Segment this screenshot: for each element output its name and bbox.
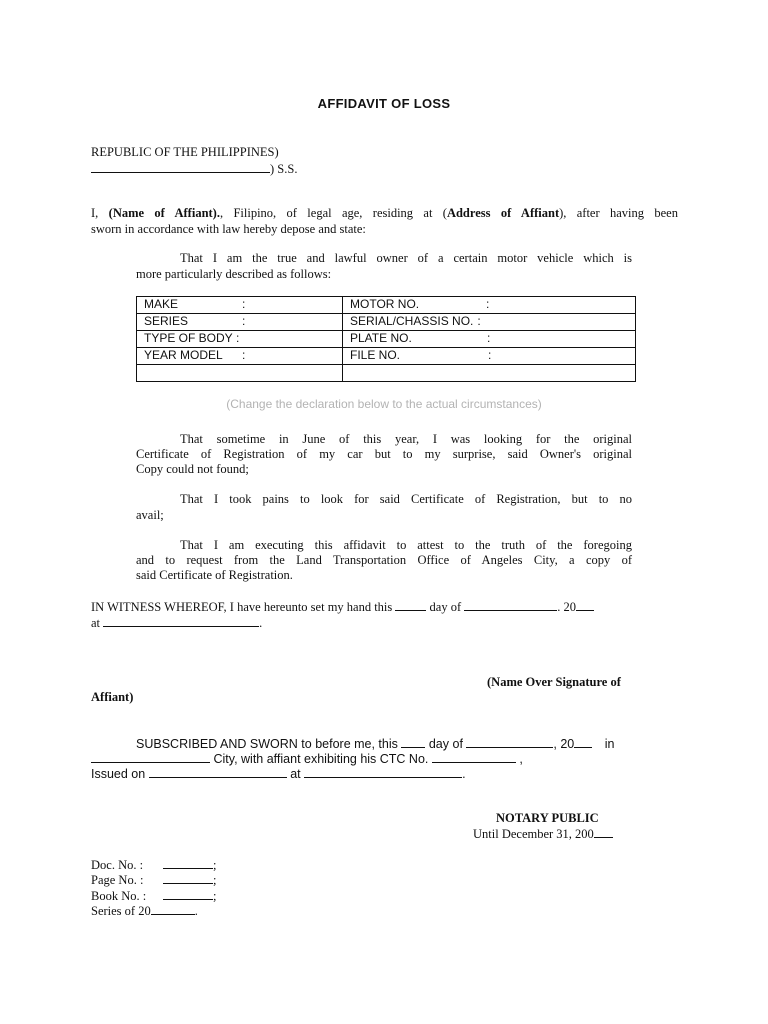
table-row (137, 297, 636, 314)
jurat-year-prefix: , 20 (553, 737, 575, 751)
cell-sep: : (236, 331, 240, 345)
table-cell-series (137, 314, 343, 331)
jurat-ctc-text: City, with affiant exhibiting his CTC No. (213, 752, 429, 766)
cell-sep: : (242, 348, 246, 362)
cell-label: SERIES (144, 314, 189, 328)
docket-end: . (194, 904, 198, 918)
para1-line2: Certificate of Registration of my car but to my surprise, said Owner's original (136, 447, 632, 461)
cell-sep: : (487, 331, 491, 345)
jurat-year-blank (574, 736, 592, 748)
cell-label: YEAR MODEL (144, 348, 223, 362)
para3-line3: said Certificate of Registration. (136, 568, 293, 582)
table-cell-plate-no (343, 331, 636, 348)
cell-sep: : (488, 348, 492, 362)
jurat-in: in (604, 737, 615, 751)
witness-day-blank (395, 599, 426, 611)
table-cell-empty (137, 365, 343, 382)
para3-line1: That I am executing this affidavit to attest to the truth of the foregoing (180, 538, 632, 552)
docket-page-no (91, 872, 216, 889)
notary-until: Until December 31, 200 (473, 827, 594, 841)
para1-line3: Copy could not found; (136, 462, 249, 476)
cell-sep: : (242, 314, 246, 328)
intro-suffix: ), after having been (559, 206, 678, 220)
jurat-month-blank (466, 736, 553, 748)
jurat-text: SUBSCRIBED AND SWORN to before me, this (136, 737, 398, 751)
cell-sep: : (486, 297, 490, 311)
table-cell-file-no (343, 348, 636, 365)
docket-blank (163, 888, 213, 900)
witness-day-of: day of (429, 600, 462, 614)
table-cell-motor-no (343, 297, 636, 314)
cell-label: FILE NO. (350, 348, 401, 362)
docket-semi: ; (213, 873, 217, 887)
witness-text: IN WITNESS WHEREOF, I have hereunto set my hand this (91, 600, 393, 614)
table-cell-year-model (137, 348, 343, 365)
docket-blank (163, 857, 213, 869)
para1-line1: That sometime in June of this year, I was looking for the original (180, 432, 632, 446)
jurat-line3 (91, 766, 466, 783)
cell-label: TYPE OF BODY (144, 331, 233, 345)
intro-line1 (91, 206, 678, 222)
witness-at-line (91, 615, 262, 632)
docket-series-label: Series of 20 (91, 904, 151, 918)
notary-year-blank (594, 826, 613, 838)
witness-line (91, 599, 594, 616)
jurat-day-of: day of (428, 737, 463, 751)
docket-semi: ; (213, 858, 217, 872)
docket-series-blank (151, 903, 195, 915)
jurat-issued-on: Issued on (91, 767, 146, 781)
docket-series (91, 903, 198, 920)
jurat-city-blank (91, 751, 210, 763)
notary-until-line (473, 826, 613, 843)
cell-label: MOTOR NO. (350, 297, 420, 311)
cell-label: MAKE (144, 297, 179, 311)
docket-semi: ; (213, 889, 217, 903)
table-row (137, 314, 636, 331)
witness-end: . (259, 616, 263, 630)
document-title: AFFIDAVIT OF LOSS (317, 96, 451, 111)
table-row (137, 348, 636, 365)
affiant-address-placeholder: Address of Affiant (446, 206, 560, 220)
docket-label: Doc. No. : (91, 858, 144, 872)
instruction-note: (Change the declaration below to the actual circumstances) (226, 397, 542, 411)
para3-line2: and to request from the Land Transportation Office of Angeles City, a copy of (136, 553, 632, 567)
intro-middle: , Filipino, of legal age, residing at ( (219, 206, 447, 220)
cell-label: SERIAL/CHASSIS NO. (350, 314, 474, 328)
jurat-day-blank (401, 736, 425, 748)
vehicle-details-table (136, 296, 636, 382)
ownership-line1: That I am the true and lawful owner of a certain motor vehicle which is (180, 251, 632, 265)
witness-month-blank (464, 599, 557, 611)
docket-label: Page No. : (91, 873, 144, 887)
jurat-place-blank (304, 766, 462, 778)
table-cell-make (137, 297, 343, 314)
signature-line1: (Name Over Signature of (487, 675, 621, 689)
jurat-end: . (462, 767, 466, 781)
witness-year-prefix: . 20 (557, 600, 576, 614)
intro-prefix: I, (91, 206, 109, 220)
venue-line: REPUBLIC OF THE PHILIPPINES) (91, 145, 279, 159)
docket-blank (163, 872, 213, 884)
docket-label: Book No. : (91, 889, 147, 903)
cell-label: PLATE NO. (350, 331, 412, 345)
signature-line2: Affiant) (91, 690, 134, 704)
table-cell-serial-chassis-no (343, 314, 636, 331)
para2-line2: avail; (136, 508, 164, 522)
venue-ss-line (91, 161, 297, 178)
table-cell-type-of-body (137, 331, 343, 348)
witness-place-blank (103, 615, 259, 627)
witness-at: at (91, 616, 101, 630)
cell-sep: : (242, 297, 246, 311)
table-row (137, 331, 636, 348)
jurat-ctc-blank (432, 751, 516, 763)
venue-ss: ) S.S. (270, 162, 298, 176)
ownership-line2: more particularly described as follows: (136, 267, 332, 281)
para2-line1: That I took pains to look for said Certificate of Registration, but to no (180, 492, 632, 506)
affiant-name-placeholder: (Name of Affiant). (108, 206, 220, 220)
cell-sep: : (477, 314, 481, 328)
jurat-at: at (290, 767, 301, 781)
venue-blank (91, 161, 270, 173)
jurat-issued-date-blank (149, 766, 287, 778)
table-cell-empty (343, 365, 636, 382)
jurat-comma: , (519, 752, 523, 766)
witness-year-blank (576, 599, 594, 611)
table-row (137, 365, 636, 382)
intro-line2: sworn in accordance with law hereby depose and state: (91, 222, 366, 236)
notary-title: NOTARY PUBLIC (496, 811, 599, 825)
